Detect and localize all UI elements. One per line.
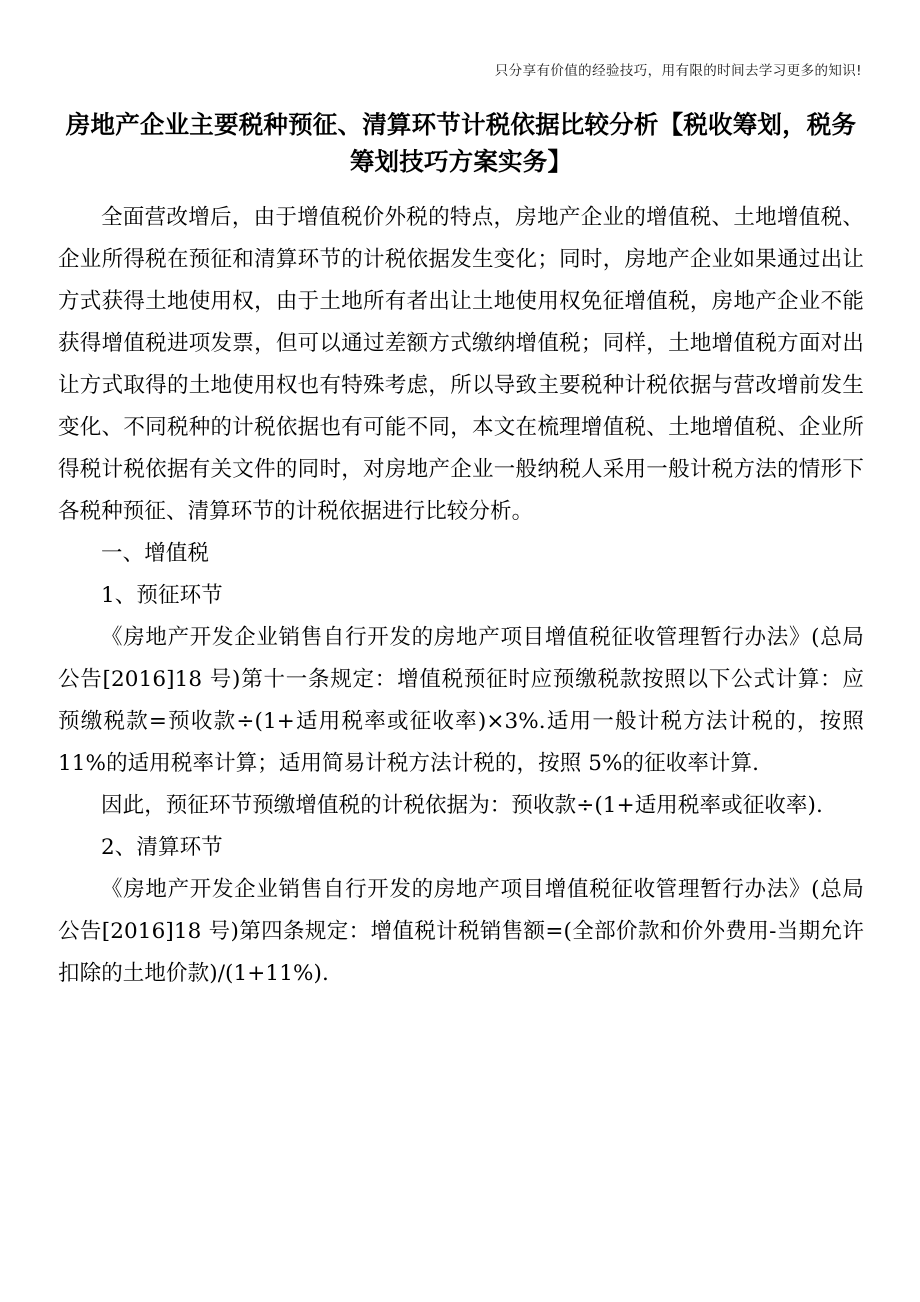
- paragraph-section-1-heading: 一、增值税: [101, 540, 210, 566]
- paragraph-subsection-1-2-heading: 2、清算环节: [101, 834, 223, 860]
- page-title: 房地产企业主要税种预征、清算环节计税依据比较分析【税收筹划，税务筹划技巧方案实务】: [65, 109, 857, 176]
- paragraph-subsection-1-1-heading: 1、预征环节: [101, 582, 223, 608]
- page-content: [58, 0, 864, 995]
- paragraph-regulation-settlement: 《房地产开发企业销售自行开发的房地产项目增值税征收管理暂行办法》(总局公告[2016]18 号)第四条规定：增值税计税销售额=(全部价款和价外费用-当期允许扣除的土地价款)/(1+11%).: [58, 876, 864, 986]
- paragraph-prepay-conclusion: 因此，预征环节预缴增值税的计税依据为：预收款÷(1+适用税率或征收率).: [101, 792, 823, 818]
- document-body: [58, 197, 864, 995]
- paragraph-intro: 全面营改增后，由于增值税价外税的特点，房地产企业的增值税、土地增值税、企业所得税在预征和清算环节的计税依据发生变化；同时，房地产企业如果通过出让方式获得土地使用权，由于土地所有者出让土地使用权免征增值税，房地产企业不能获得增值税进项发票，但可以通过差额方式缴纳增值税；同样，土地增值税方面对出让方式取得的土地使用权也有特殊考虑，所以导致主要税种计税依据与营改增前发生变化、不同税种的计税依据也有可能不同，本文在梳理增值税、土地增值税、企业所得税计税依据有关文件的同时，对房地产企业一般纳税人采用一般计税方法的情形下各税种预征、清算环节的计税依据进行比较分析。: [58, 204, 864, 524]
- page-tagline: 只分享有价值的经验技巧，用有限的时间去学习更多的知识!: [494, 63, 862, 79]
- paragraph-regulation-prepay: 《房地产开发企业销售自行开发的房地产项目增值税征收管理暂行办法》(总局公告[2016]18 号)第十一条规定：增值税预征时应预缴税款按照以下公式计算：应预缴税款=预收款÷(1+适用税率或征收率)×3%.适用一般计税方法计税的，按照 11%的适用税率计算；适用简易计税方法计税的，按照 5%的征收率计算.: [58, 624, 864, 776]
